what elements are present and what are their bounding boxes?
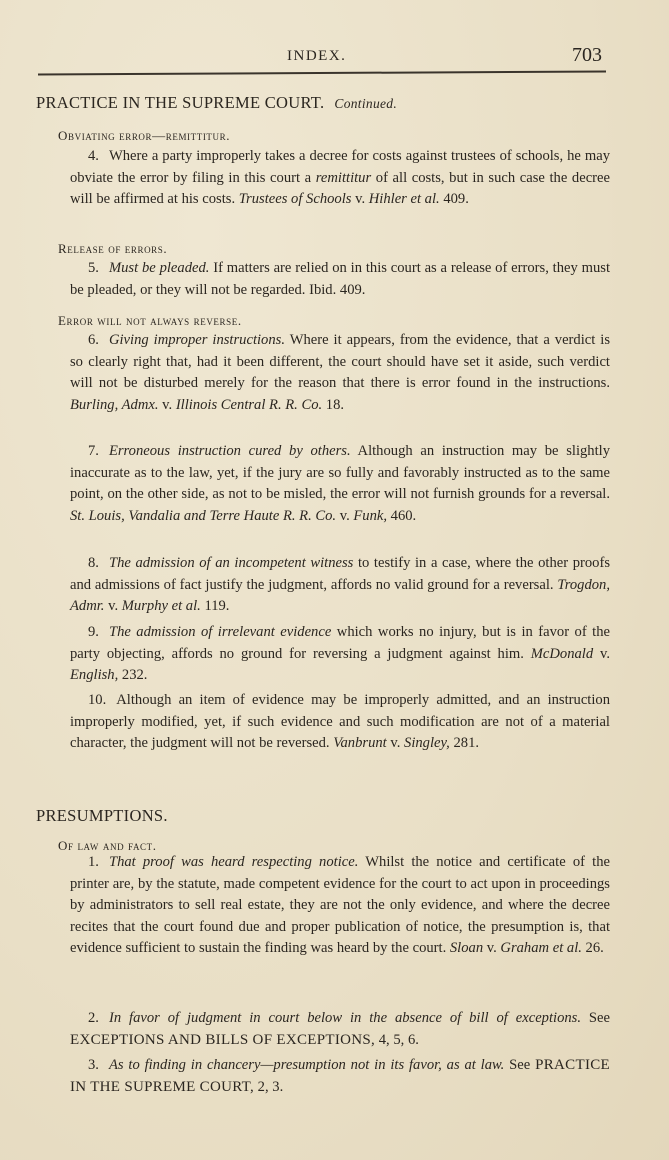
entry-lead: In favor of judgment in court below in the absence of bill of exceptions.	[108, 1010, 582, 1026]
citation-page: 281.	[449, 735, 480, 751]
citation-party: Murphy et al.	[121, 598, 201, 614]
citation-versus: v.	[351, 191, 369, 207]
entry-lead: Erroneous instruction cured by others.	[108, 443, 351, 459]
entry-lead: The admission of irrelevant evidence	[108, 624, 332, 640]
presumption-entry-2	[70, 1008, 610, 1051]
entry-4	[70, 146, 610, 211]
entry-number: 5.	[88, 260, 99, 276]
citation-versus: v.	[483, 940, 501, 956]
presumption-entry-3	[70, 1055, 610, 1098]
entry-lead: The admission of an incompetent witness	[108, 555, 354, 571]
citation-party: Singley,	[404, 735, 450, 751]
citation-page: 18.	[322, 396, 345, 413]
entry-9	[70, 622, 610, 687]
entry-number: 8.	[88, 555, 99, 571]
citation-versus: v.	[593, 645, 610, 662]
entry-number: 9.	[88, 624, 99, 640]
citation-versus: v.	[336, 507, 354, 524]
entry-8	[70, 553, 610, 618]
subheading-obviating-error: Obviating error—remittitur.	[58, 128, 231, 143]
entry-number: 1.	[88, 854, 99, 870]
citation-party: Trustees of Schools	[238, 191, 352, 207]
entry-italic: remittitur	[315, 169, 372, 186]
citation-party: St. Louis, Vandalia and Terre Haute R. R. Co.	[70, 507, 337, 524]
entry-lead: That proof was heard respecting notice.	[108, 854, 359, 870]
see-label: See	[504, 1057, 536, 1073]
entry-text: Although an instruction may be slightly inaccurate as to the law, yet, if the jury are so fully and favorably instructed as to the same point, on the other side, as not to be misled, the error will not furnish grounds for a reversal.	[70, 443, 610, 502]
entry-number: 2.	[88, 1010, 99, 1026]
entry-number: 3.	[88, 1057, 99, 1073]
entry-7	[70, 441, 610, 527]
subheading-release-of-errors: Release of errors.	[58, 241, 168, 256]
see-label: See	[581, 1010, 610, 1026]
running-head-title: INDEX.	[287, 48, 347, 64]
citation-versus: v.	[158, 396, 176, 413]
entry-text: If matters are relied on in this court as a release of errors, they must be pleaded, or they will not be regarded. Ibid. 409.	[70, 260, 611, 298]
entry-6	[70, 330, 610, 416]
presumption-entry-1	[70, 852, 610, 960]
citation-page: 232.	[118, 667, 148, 683]
entry-text: Where a party improperly takes a decree for costs against trustees of schools, he may obviate the error by filing in this court a	[70, 148, 610, 186]
cross-reference-pages: 2, 3.	[254, 1078, 284, 1095]
entry-5	[70, 258, 610, 301]
section-title: PRACTICE IN THE SUPREME COURT.	[36, 93, 325, 112]
section-heading-presumptions	[36, 806, 168, 826]
citation-page: 460.	[387, 507, 417, 524]
citation-party: Sloan	[449, 940, 484, 956]
entry-lead: Must be pleaded.	[108, 260, 210, 276]
entry-number: 10.	[88, 692, 107, 708]
subheading-error-will-not-reverse: Error will not always reverse.	[58, 313, 242, 328]
citation-party: Graham et al.	[500, 940, 582, 956]
citation-page: 119.	[200, 598, 230, 614]
entry-text: which works no injury, but is in favor of the party objecting, affords no ground for reversing a judgment against him.	[70, 624, 610, 662]
citation-party: English,	[70, 667, 119, 683]
entry-text: Whilst the notice and certificate of the printer are, by the statute, made competent evidence for the court to act upon in proceedings by administrators to sell real estate, they are not the only evidence, and where the decree recites that the court found due and proper publication of notice, the presumption is, that evidence sufficient to sustain the finding was heard by the court.	[70, 854, 610, 956]
cross-reference-pages: 4, 5, 6.	[375, 1031, 419, 1048]
section-title: PRESUMPTIONS.	[36, 806, 168, 825]
entry-text: of all costs, but in such case the decree will be affirmed at his costs.	[70, 169, 610, 207]
entry-text: Although an item of evidence may be improperly admitted, and an instruction improperly modified, yet, if such evidence and such modification are not of a material character, the judgment will not be reversed.	[70, 692, 610, 751]
subheading-of-law-and-fact: Of law and fact.	[58, 838, 157, 853]
entry-text: Where it appears, from the evidence, that a verdict is so clearly right that, had it been different, the court should have set it aside, such verdict will not be disturbed merely for the reason that there is error found in the instructions.	[70, 332, 610, 391]
entry-number: 4.	[88, 148, 99, 164]
cross-reference: EXCEPTIONS AND BILLS OF EXCEPTIONS,	[70, 1031, 376, 1048]
continued-label: Continued.	[334, 96, 398, 111]
section-heading-practice	[36, 93, 397, 113]
citation-page: 26.	[581, 940, 604, 956]
citation-versus: v.	[104, 598, 122, 614]
running-head	[0, 44, 669, 68]
cross-reference: PRACTICE IN THE SUPREME COURT,	[70, 1057, 611, 1095]
header-rule	[38, 71, 606, 75]
citation-party: Hihler et al.	[368, 191, 440, 207]
entry-lead: As to finding in chancery—presumption not in its favor, as at law.	[108, 1057, 505, 1073]
citation-party: Vanbrunt	[333, 735, 387, 751]
citation-party: Trogdon, Admr.	[70, 576, 610, 614]
citation-party: McDonald	[530, 645, 594, 662]
citation-party: Illinois Central R. R. Co.	[175, 396, 323, 413]
entry-lead: Giving improper instructions.	[108, 332, 285, 348]
citation-page: 409.	[439, 191, 469, 207]
page-number: 703	[572, 44, 602, 66]
citation-versus: v.	[386, 735, 405, 751]
citation-party: Burling, Admx.	[70, 396, 159, 413]
citation-party: Funk,	[353, 507, 388, 524]
entry-text: to testify in a case, where the other proofs and admissions of fact justify the judgment, affords no valid ground for a reversal.	[70, 555, 611, 593]
entry-10	[70, 690, 610, 755]
entry-number: 7.	[88, 443, 99, 459]
entry-number: 6.	[88, 332, 99, 348]
